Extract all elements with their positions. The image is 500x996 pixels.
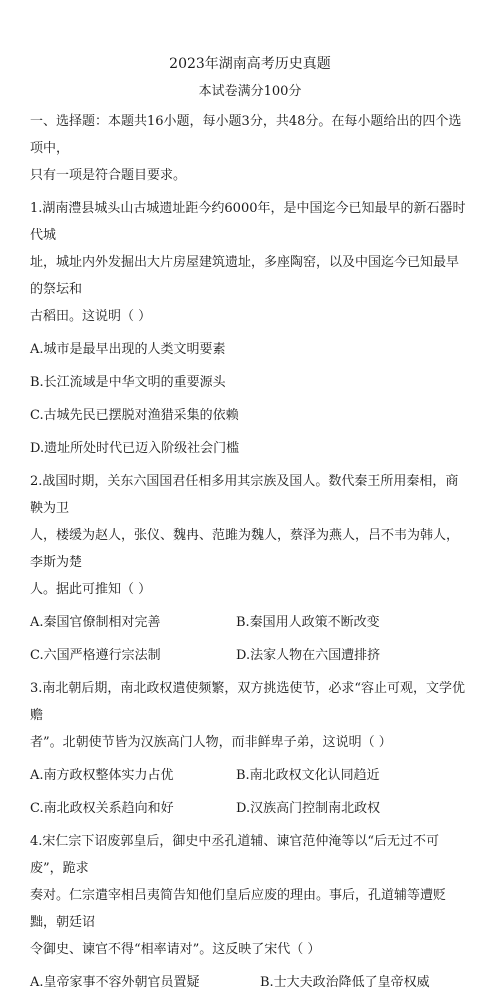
option-b: B.长江流域是中华文明的重要源头 xyxy=(30,375,226,390)
question-stem-line: 1.湖南澧县城头山古城遗址距今约6000年，是中国迄今已知最早的新石器时代城 xyxy=(30,201,466,243)
option-a: A.城市是最早出现的人类文明要素 xyxy=(30,342,226,357)
question-stem-line: 址，城址内外发掘出大片房屋建筑遗址，多座陶窑，以及中国迄今已知最早的祭坛和 xyxy=(30,255,460,297)
question-3 xyxy=(30,675,470,822)
option-d: D.汉族高门控制南北政权 xyxy=(236,801,381,816)
option-row xyxy=(30,795,470,822)
option-a: A.南方政权整体实力占优 xyxy=(30,768,174,783)
question-stem-line: 3.南北朝后期，南北政权遣使频繁，双方挑选使节，必求“容止可观，文学优赡 xyxy=(30,681,466,723)
option-c: C.六国严格遵行宗法制 xyxy=(30,648,161,663)
option-b: B.士大夫政治降低了皇帝权威 xyxy=(260,975,430,990)
option-row xyxy=(30,969,470,996)
question-stem-line: 人，楼缓为赵人，张仪、魏冉、范雎为魏人，蔡泽为燕人，吕不韦为韩人，李斯为楚 xyxy=(30,528,460,570)
option-d: D.法家人物在六国遭排挤 xyxy=(236,648,381,663)
option-row xyxy=(30,762,470,789)
option-c: C.古城先民已摆脱对渔猎采集的依赖 xyxy=(30,408,239,423)
question-stem-line: 人。据此可推知（ ） xyxy=(30,582,152,597)
question-2 xyxy=(30,468,470,669)
option-b: B.南北政权文化认同趋近 xyxy=(236,768,380,783)
option-a: A.秦国官僚制相对完善 xyxy=(30,615,161,630)
option-c: C.南北政权关系趋向和好 xyxy=(30,801,174,816)
question-4 xyxy=(30,828,470,996)
question-stem-line: 奏对。仁宗遣宰相吕夷简告知他们皇后应废的理由。事后，孔道辅等遭贬黜，朝廷诏 xyxy=(30,888,447,930)
option-b: B.秦国用人政策不断改变 xyxy=(236,615,380,630)
question-stem-line: 2.战国时期，关东六国国君任相多用其宗族及国人。数代秦王所用秦相，商鞅为卫 xyxy=(30,474,459,516)
option-row xyxy=(30,642,470,669)
section-intro-line: 一、选择题：本题共16小题，每小题3分，共48分。在每小题给出的四个选项中， xyxy=(30,114,462,156)
option-row xyxy=(30,609,470,636)
section-intro-line: 只有一项是符合题目要求。 xyxy=(30,168,187,183)
question-1 xyxy=(30,195,470,462)
question-stem-line: 古稻田。这说明（ ） xyxy=(30,309,152,324)
page-title: 2023年湖南高考历史真题 xyxy=(169,56,331,72)
question-stem-line: 者”。北朝使节皆为汉族高门人物，而非鲜卑子弟，这说明（ ） xyxy=(30,735,392,750)
question-stem-line: 令御史、谏官不得“相率请对”。这反映了宋代（ ） xyxy=(30,942,321,957)
question-stem-line: 4.宋仁宗下诏废郭皇后，御史中丞孔道辅、谏官范仲淹等以“后无过不可废”，跪求 xyxy=(30,834,440,876)
option-a: A.皇帝家事不容外朝官员置疑 xyxy=(30,975,200,990)
page-subtitle: 本试卷满分100分 xyxy=(198,84,302,99)
option-d: D.遗址所处时代已迈入阶级社会门槛 xyxy=(30,441,240,456)
section-intro xyxy=(30,108,470,189)
